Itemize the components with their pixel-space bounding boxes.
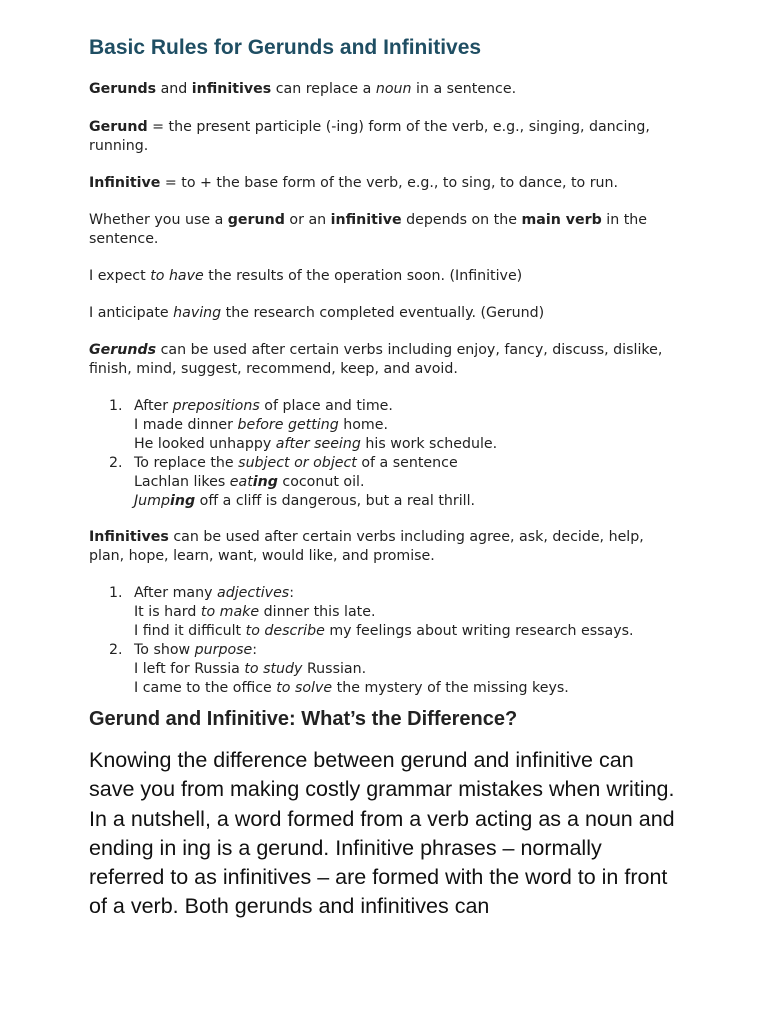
infinitives-usage-term: Infinitives: [89, 529, 169, 545]
rule-example: He looked unhappy after seeing his work schedule.: [134, 436, 498, 452]
infinitive-definition: [89, 174, 679, 193]
expect-text-2: the results of the operation soon. (Infinitive): [203, 268, 523, 284]
whether-text-4: in the sentence.: [89, 212, 648, 247]
whether-text-3: depends on the: [401, 212, 522, 228]
page-title: Basic Rules for Gerunds and Infinitives: [89, 36, 482, 59]
intro-paragraph: [89, 80, 679, 99]
intro-and: and: [156, 81, 192, 97]
anticipate-text-1: I anticipate: [89, 305, 174, 321]
rule-example: It is hard to make dinner this late.: [134, 604, 376, 620]
expect-emphasis: to have: [150, 268, 204, 284]
section-heading: Gerund and Infinitive: What’s the Difference?: [89, 708, 518, 730]
whether-text-1: Whether you use a: [89, 212, 228, 228]
rule-heading: To replace the subject or object of a sentence: [134, 455, 458, 471]
infinitive-def-term: Infinitive: [89, 175, 161, 191]
whether-text-2: or an: [284, 212, 331, 228]
list-item: [109, 454, 709, 511]
list-number: 2.: [109, 455, 123, 471]
infinitive-rules-list: [109, 584, 709, 698]
list-number: 1.: [109, 398, 123, 414]
list-item: [109, 641, 709, 698]
rule-example: I find it difficult to describe my feelings about writing research essays.: [134, 623, 634, 639]
list-item: [109, 397, 709, 454]
infinitives-usage-paragraph: [89, 528, 679, 566]
whether-gerund: gerund: [227, 212, 285, 228]
gerunds-usage-text: can be used after certain verbs including enjoy, fancy, discuss, dislike, finish, mind, suggest, recommend, keep, and avoid.: [89, 342, 663, 377]
rule-example: I left for Russia to study Russian.: [134, 661, 367, 677]
gerund-definition: [89, 118, 679, 156]
infinitive-def-text: = to + the base form of the verb, e.g., to sing, to dance, to run.: [160, 175, 619, 191]
gerunds-term: Gerunds: [89, 81, 157, 97]
list-number: 2.: [109, 642, 123, 658]
gerund-def-term: Gerund: [89, 119, 148, 135]
example-anticipate: [89, 304, 679, 323]
whether-main-verb: main verb: [521, 212, 602, 228]
whether-paragraph: [89, 211, 679, 249]
intro-mid: can replace a: [271, 81, 376, 97]
expect-text-1: I expect: [89, 268, 151, 284]
rule-example: I made dinner before getting home.: [134, 417, 388, 433]
infinitives-usage-text: can be used after certain verbs including agree, ask, decide, help, plan, hope, learn, want, would like, and promise.: [89, 529, 644, 564]
gerund-rules-list: [109, 397, 709, 511]
rule-example: Jumping off a cliff is dangerous, but a real thrill.: [134, 493, 476, 509]
gerunds-usage-term: Gerunds: [89, 342, 157, 358]
intro-end: in a sentence.: [411, 81, 517, 97]
rule-heading: After prepositions of place and time.: [134, 398, 393, 414]
anticipate-text-2: the research completed eventually. (Gerund): [221, 305, 545, 321]
list-item: [109, 584, 709, 641]
rule-heading: To show purpose:: [134, 642, 258, 658]
noun-term: noun: [375, 81, 412, 97]
list-number: 1.: [109, 585, 123, 601]
example-expect: [89, 267, 679, 286]
gerunds-usage-paragraph: [89, 341, 679, 379]
rule-example: I came to the office to solve the mystery of the missing keys.: [134, 680, 569, 696]
rule-example: Lachlan likes eating coconut oil.: [134, 474, 365, 490]
anticipate-emphasis: having: [173, 305, 222, 321]
whether-infinitive: infinitive: [330, 212, 402, 228]
infinitives-term: infinitives: [191, 81, 272, 97]
rule-heading: After many adjectives:: [134, 585, 294, 601]
section-body: Knowing the difference between gerund and infinitive can save you from making costly grammar mistakes when writing. In a nutshell, a word formed from a verb acting as a noun and ending in ing is a gerund. Infinitive phrases – normally referred to as infinitives – are formed with the word to in front of a verb. Both gerunds and infinitives can: [89, 748, 675, 919]
gerund-def-text: = the present participle (-ing) form of the verb, e.g., singing, dancing, running.: [89, 119, 650, 154]
